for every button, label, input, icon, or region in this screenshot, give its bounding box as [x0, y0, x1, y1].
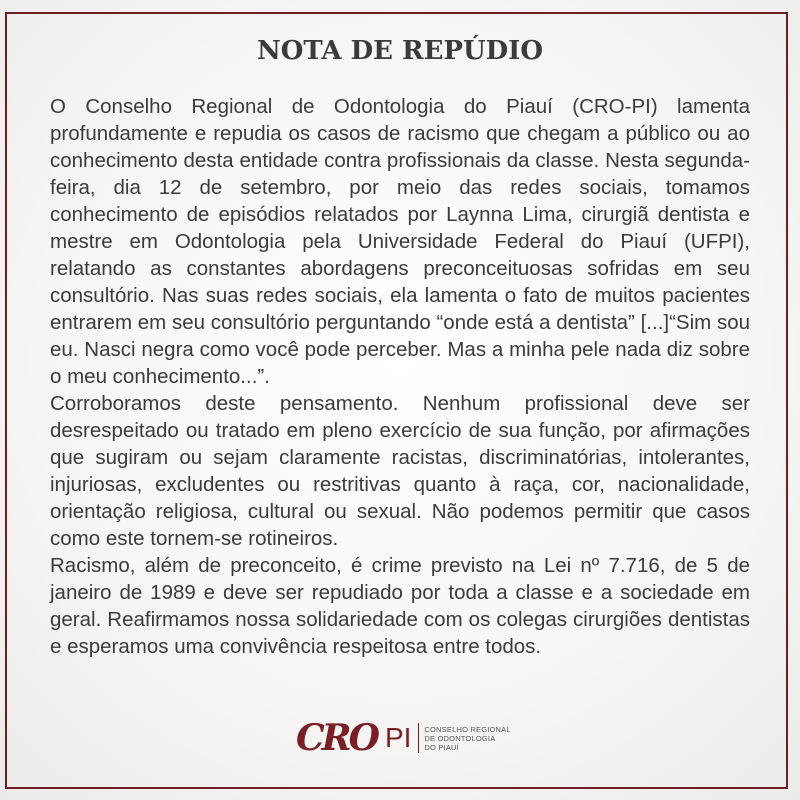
document-body: [50, 93, 750, 660]
logo-caption: [424, 725, 510, 752]
paragraph-2: Corroboramos deste pensamento. Nenhum profissional deve ser desrespeitado ou tratado em pleno exercício de sua função, por afirmações que sugiram ou sejam claramente racistas, discriminatórias, intolerantes, injuriosas, excludentes ou restritivas quanto à raça, cor, nacionalidade, orientação religiosa, cultural ou sexual. Não podemos permitir que casos como este tornem-se rotineiros.: [50, 392, 750, 550]
paragraph-3: Racismo, além de preconceito, é crime previsto na Lei nº 7.716, de 5 de janeiro de 1989 e deve ser repudiado por toda a classe e a sociedade em geral. Reafirmamos nossa solidariedade com os colegas cirurgiões dentistas e esperamos uma convivência respeitosa entre todos.: [50, 554, 750, 658]
logo-caption-line-1: CONSELHO REGIONAL: [424, 724, 511, 734]
logo-caption-line-3: DO PIAUÍ: [424, 742, 459, 752]
logo-region: PI: [384, 722, 412, 753]
document-title: NOTA DE REPÚDIO: [257, 36, 543, 66]
logo-caption-line-2: DE ODONTOLOGIA: [424, 733, 496, 743]
cro-pi-logo: [296, 718, 511, 758]
logo-mark: CRO: [296, 717, 377, 759]
logo-divider: [418, 723, 419, 753]
paragraph-1: O Conselho Regional de Odontologia do Piauí (CRO-PI) lamenta profundamente e repudia os casos de racismo que chegam a público ou ao conhecimento desta entidade contra profissionais da classe. Nesta segunda-feira, dia 12 de setembro, por meio das redes sociais, tomamos conhecimento de episódios relatados por Laynna Lima, cirurgiã dentista e mestre em Odontologia pela Universidade Federal do Piauí (UFPI), relatando as constantes abordagens preconceituosas sofridas em seu consultório. Nas suas redes sociais, ela lamenta o fato de muitos pacientes entrarem em seu consultório perguntando “onde está a dentista” [...]“Sim sou eu. Nasci negra como você pode perceber. Mas a minha pele nada diz sobre o meu conhecimento...”.: [50, 95, 750, 388]
